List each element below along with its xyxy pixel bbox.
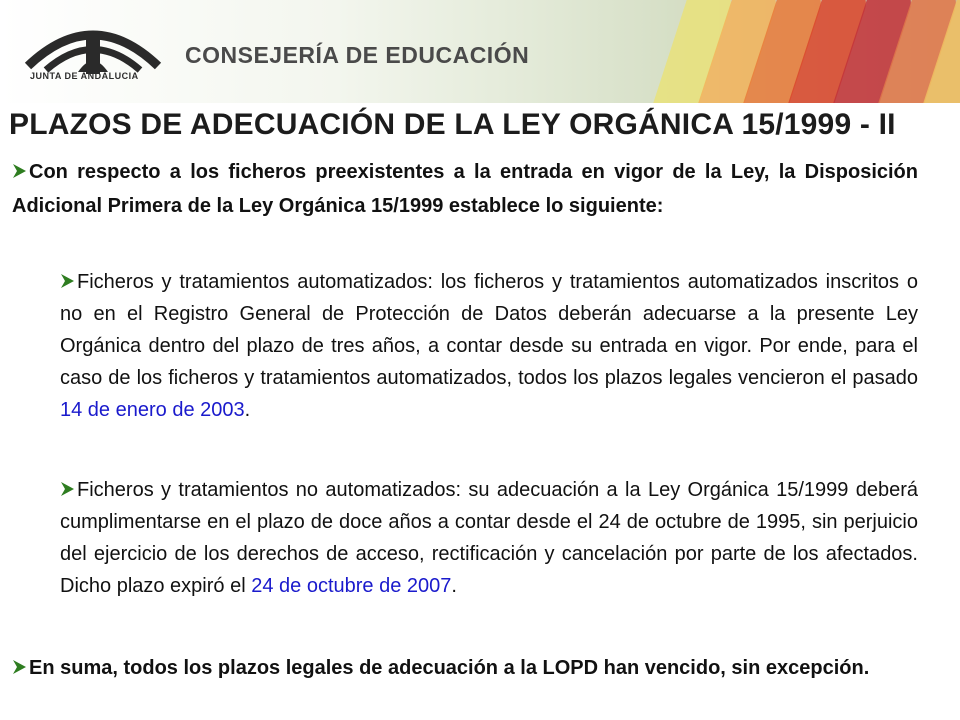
item-automatizados — [60, 266, 918, 426]
conclusion-paragraph — [12, 651, 918, 685]
page-title: PLAZOS DE ADECUACIÓN DE LA LEY ORGÁNICA 15/1999 - II — [9, 108, 896, 141]
item1-date: 14 de enero de 2003 — [60, 399, 245, 421]
item1-text: Ficheros y tratamientos automatizados: los ficheros y tratamientos automatizados inscritos o no en el Registro General de Protección de Datos deberán adecuarse a la presente Ley Orgánica dentro del plazo de tres años, a contar desde su entrada en vigor. Por ende, para el caso de los ficheros y tratamientos automatizados, todos los plazos legales vencieron el pasado — [60, 271, 918, 389]
junta-andalucia-logo — [18, 14, 168, 96]
arrow-bullet-icon — [12, 659, 27, 675]
item2-date: 24 de octubre de 2007 — [251, 575, 452, 597]
item2-end: . — [451, 575, 457, 597]
logo-caption: JUNTA DE ANDALUCIA — [30, 71, 139, 81]
arrow-bullet-icon — [60, 273, 75, 289]
item-no-automatizados — [60, 474, 918, 602]
item2-text: Ficheros y tratamientos no automatizados: su adecuación a la Ley Orgánica 15/1999 deberá cumplimentarse en el plazo de doce años a contar desde el 24 de octubre de 1995, sin perjuicio del ejercicio de los derechos de acceso, rectificación y cancelación por parte de los afectados. Dicho plazo expiró el — [60, 479, 918, 597]
conclusion-text: En suma, todos los plazos legales de adecuación a la LOPD han vencido, sin excepción. — [29, 657, 870, 679]
intro-text: Con respecto a los ficheros preexistentes a la entrada en vigor de la Ley, la Disposición Adicional Primera de la Ley Orgánica 15/1999 establece lo siguiente: — [12, 161, 918, 217]
item1-end: . — [244, 399, 251, 421]
arrow-bullet-icon — [60, 481, 75, 497]
crayons-image — [630, 0, 960, 103]
intro-paragraph — [12, 155, 918, 223]
header-banner — [0, 0, 960, 103]
org-name: CONSEJERÍA DE EDUCACIÓN — [185, 42, 530, 68]
arrow-bullet-icon — [12, 163, 27, 179]
